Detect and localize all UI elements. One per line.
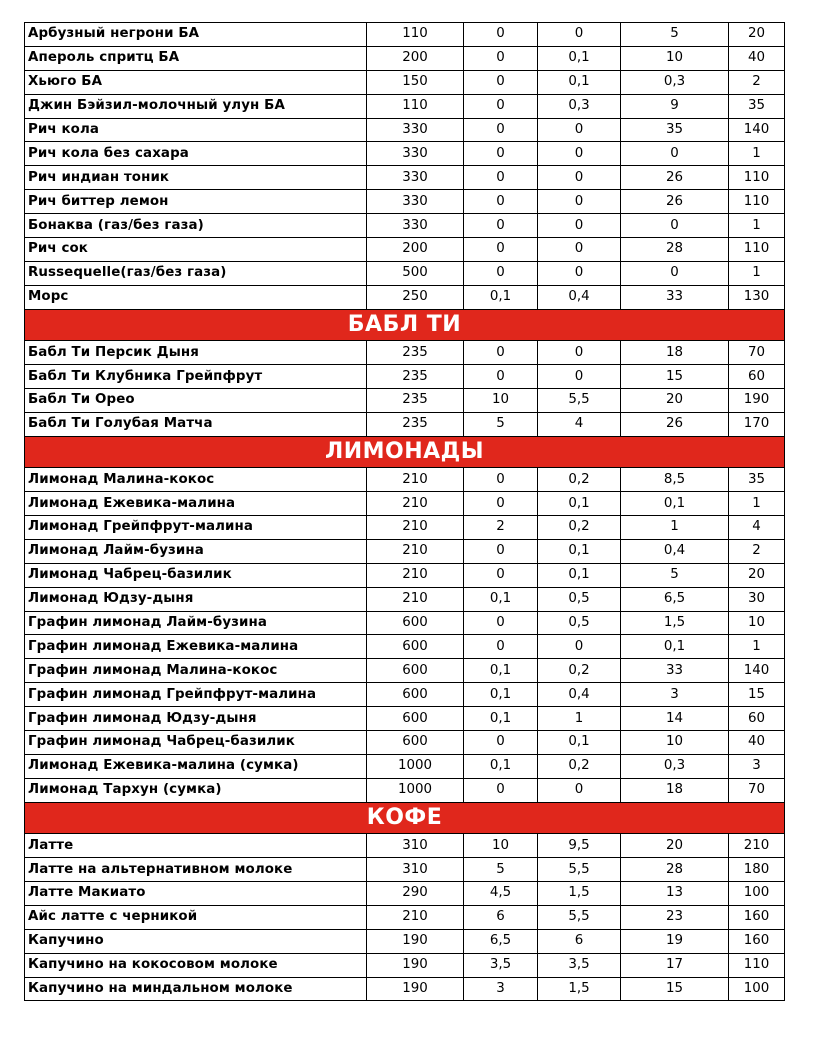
item-name: Лимонад Чабрец-базилик [25,563,367,587]
value-cell: 330 [367,190,464,214]
value-cell: 110 [367,94,464,118]
value-cell: 210 [367,516,464,540]
table-row [25,94,785,118]
item-name: Графин лимонад Грейпфрут-малина [25,683,367,707]
value-cell: 0 [464,468,538,492]
item-name: Латте на альтернативном молоке [25,858,367,882]
value-cell: 0 [464,94,538,118]
table-row [25,834,785,858]
value-cell: 0 [464,46,538,70]
table-row [25,587,785,611]
value-cell: 23 [621,905,729,929]
value-cell: 10 [464,388,538,412]
value-cell: 0 [538,261,621,285]
value-cell: 0 [464,778,538,802]
section-header [25,436,785,468]
value-cell: 190 [367,977,464,1001]
table-row [25,46,785,70]
value-cell: 160 [729,905,785,929]
item-name: Айс латте с черникой [25,905,367,929]
table-row [25,118,785,142]
value-cell: 0,1 [538,70,621,94]
value-cell: 190 [367,953,464,977]
value-cell: 1,5 [538,977,621,1001]
value-cell: 40 [729,731,785,755]
value-cell: 250 [367,285,464,309]
item-name: Лимонад Лайм-бузина [25,539,367,563]
value-cell: 170 [729,412,785,436]
table-body [25,23,785,1001]
value-cell: 15 [621,977,729,1001]
value-cell: 70 [729,778,785,802]
item-name: Лимонад Ежевика-малина [25,492,367,516]
value-cell: 0,1 [621,492,729,516]
value-cell: 0 [538,341,621,365]
value-cell: 0,1 [538,539,621,563]
value-cell: 5,5 [538,388,621,412]
value-cell: 0,2 [538,516,621,540]
table-row [25,261,785,285]
value-cell: 0,1 [464,754,538,778]
value-cell: 1,5 [621,611,729,635]
table-row [25,492,785,516]
value-cell: 18 [621,341,729,365]
value-cell: 3 [729,754,785,778]
value-cell: 28 [621,858,729,882]
value-cell: 5,5 [538,905,621,929]
value-cell: 0,4 [538,285,621,309]
value-cell: 0,1 [621,635,729,659]
value-cell: 600 [367,635,464,659]
item-name: Рич биттер лемон [25,190,367,214]
value-cell: 5,5 [538,858,621,882]
value-cell: 35 [729,468,785,492]
item-name: Джин Бэйзил-молочный улун БА [25,94,367,118]
value-cell: 1 [729,214,785,238]
table-row [25,683,785,707]
value-cell: 18 [621,778,729,802]
value-cell: 0 [538,23,621,47]
value-cell: 1 [621,516,729,540]
value-cell: 1 [729,142,785,166]
item-name: Апероль спритц БА [25,46,367,70]
value-cell: 210 [367,468,464,492]
value-cell: 1000 [367,754,464,778]
item-name: Лимонад Юдзу-дыня [25,587,367,611]
value-cell: 235 [367,365,464,389]
nutrition-table [24,22,785,1001]
item-name: Графин лимонад Юдзу-дыня [25,707,367,731]
value-cell: 235 [367,388,464,412]
item-name: Латте Макиато [25,882,367,906]
value-cell: 9,5 [538,834,621,858]
value-cell: 0 [464,142,538,166]
value-cell: 0 [621,214,729,238]
table-row [25,238,785,262]
value-cell: 17 [621,953,729,977]
value-cell: 0,1 [538,731,621,755]
item-name: Лимонад Ежевика-малина (сумка) [25,754,367,778]
value-cell: 0,3 [621,754,729,778]
value-cell: 0 [464,492,538,516]
item-name: Графин лимонад Малина-кокос [25,659,367,683]
value-cell: 3 [621,683,729,707]
value-cell: 2 [729,539,785,563]
item-name: Лимонад Грейпфрут-малина [25,516,367,540]
value-cell: 0 [538,365,621,389]
value-cell: 0 [538,635,621,659]
value-cell: 140 [729,659,785,683]
value-cell: 600 [367,683,464,707]
value-cell: 0,1 [464,285,538,309]
value-cell: 110 [729,190,785,214]
item-name: Бонаква (газ/без газа) [25,214,367,238]
item-name: Бабл Ти Клубника Грейпфрут [25,365,367,389]
table-row [25,214,785,238]
value-cell: 110 [729,166,785,190]
value-cell: 0,1 [464,707,538,731]
value-cell: 28 [621,238,729,262]
item-name: Бабл Ти Персик Дыня [25,341,367,365]
value-cell: 0 [538,190,621,214]
value-cell: 0 [464,214,538,238]
value-cell: 30 [729,587,785,611]
value-cell: 0 [464,118,538,142]
value-cell: 9 [621,94,729,118]
section-header [25,309,785,341]
value-cell: 0 [464,635,538,659]
value-cell: 0 [538,214,621,238]
value-cell: 0,2 [538,659,621,683]
item-name: Хьюго БА [25,70,367,94]
section-title: КОФЕ [25,802,785,834]
value-cell: 0 [464,23,538,47]
value-cell: 500 [367,261,464,285]
value-cell: 3,5 [538,953,621,977]
value-cell: 330 [367,142,464,166]
value-cell: 235 [367,341,464,365]
value-cell: 4 [538,412,621,436]
value-cell: 1 [538,707,621,731]
value-cell: 20 [729,563,785,587]
value-cell: 4 [729,516,785,540]
value-cell: 13 [621,882,729,906]
value-cell: 130 [729,285,785,309]
value-cell: 110 [367,23,464,47]
value-cell: 0,2 [538,754,621,778]
table-row [25,468,785,492]
value-cell: 200 [367,238,464,262]
item-name: Рич сок [25,238,367,262]
value-cell: 0 [538,238,621,262]
value-cell: 0 [464,341,538,365]
item-name: Графин лимонад Чабрец-базилик [25,731,367,755]
value-cell: 10 [464,834,538,858]
item-name: Латте [25,834,367,858]
value-cell: 0 [464,563,538,587]
table-row [25,611,785,635]
item-name: Бабл Ти Орео [25,388,367,412]
table-row [25,365,785,389]
value-cell: 20 [621,388,729,412]
item-name: Графин лимонад Лайм-бузина [25,611,367,635]
value-cell: 5 [464,858,538,882]
table-row [25,70,785,94]
value-cell: 0,1 [538,46,621,70]
value-cell: 14 [621,707,729,731]
table-row [25,953,785,977]
value-cell: 1000 [367,778,464,802]
value-cell: 20 [729,23,785,47]
value-cell: 2 [729,70,785,94]
table-row [25,285,785,309]
value-cell: 0 [464,539,538,563]
item-name: Рич кола [25,118,367,142]
table-row [25,754,785,778]
table-row [25,977,785,1001]
nutrition-sheet [24,22,784,1001]
value-cell: 2 [464,516,538,540]
value-cell: 35 [729,94,785,118]
value-cell: 140 [729,118,785,142]
value-cell: 210 [367,587,464,611]
item-name: Графин лимонад Ежевика-малина [25,635,367,659]
table-row [25,707,785,731]
value-cell: 26 [621,190,729,214]
value-cell: 6,5 [621,587,729,611]
value-cell: 600 [367,611,464,635]
value-cell: 210 [367,492,464,516]
value-cell: 0,1 [538,492,621,516]
item-name: Капучино на миндальном молоке [25,977,367,1001]
table-row [25,388,785,412]
table-row [25,341,785,365]
value-cell: 0 [464,238,538,262]
value-cell: 10 [621,731,729,755]
value-cell: 0 [464,166,538,190]
section-header [25,802,785,834]
item-name: Рич индиан тоник [25,166,367,190]
value-cell: 20 [621,834,729,858]
value-cell: 190 [367,929,464,953]
value-cell: 100 [729,882,785,906]
value-cell: 0,5 [538,587,621,611]
table-row [25,635,785,659]
table-row [25,539,785,563]
value-cell: 15 [729,683,785,707]
value-cell: 0,4 [621,539,729,563]
table-row [25,23,785,47]
value-cell: 290 [367,882,464,906]
value-cell: 3 [464,977,538,1001]
item-name: Морс [25,285,367,309]
value-cell: 600 [367,731,464,755]
value-cell: 0,2 [538,468,621,492]
value-cell: 1 [729,635,785,659]
value-cell: 26 [621,166,729,190]
value-cell: 40 [729,46,785,70]
value-cell: 235 [367,412,464,436]
value-cell: 5 [464,412,538,436]
value-cell: 180 [729,858,785,882]
value-cell: 60 [729,707,785,731]
value-cell: 0 [621,142,729,166]
table-row [25,516,785,540]
value-cell: 0,3 [621,70,729,94]
value-cell: 0,1 [464,659,538,683]
value-cell: 0,4 [538,683,621,707]
value-cell: 10 [621,46,729,70]
value-cell: 190 [729,388,785,412]
value-cell: 210 [367,563,464,587]
value-cell: 310 [367,834,464,858]
item-name: Лимонад Тархун (сумка) [25,778,367,802]
value-cell: 600 [367,707,464,731]
item-name: Капучино [25,929,367,953]
item-name: Рич кола без сахара [25,142,367,166]
value-cell: 1,5 [538,882,621,906]
value-cell: 1 [729,492,785,516]
value-cell: 0 [464,731,538,755]
table-row [25,929,785,953]
table-row [25,858,785,882]
value-cell: 15 [621,365,729,389]
value-cell: 0,3 [538,94,621,118]
value-cell: 60 [729,365,785,389]
value-cell: 210 [729,834,785,858]
value-cell: 0 [538,166,621,190]
value-cell: 10 [729,611,785,635]
table-row [25,905,785,929]
value-cell: 330 [367,118,464,142]
value-cell: 4,5 [464,882,538,906]
value-cell: 0,1 [538,563,621,587]
value-cell: 0 [538,118,621,142]
value-cell: 330 [367,166,464,190]
item-name: Лимонад Малина-кокос [25,468,367,492]
value-cell: 35 [621,118,729,142]
value-cell: 8,5 [621,468,729,492]
value-cell: 0 [538,142,621,166]
value-cell: 19 [621,929,729,953]
value-cell: 0,5 [538,611,621,635]
value-cell: 150 [367,70,464,94]
table-row [25,659,785,683]
value-cell: 310 [367,858,464,882]
item-name: Бабл Ти Голубая Матча [25,412,367,436]
value-cell: 33 [621,285,729,309]
value-cell: 0 [621,261,729,285]
item-name: Russequelle(газ/без газа) [25,261,367,285]
value-cell: 6 [538,929,621,953]
table-row [25,778,785,802]
value-cell: 210 [367,539,464,563]
table-row [25,563,785,587]
value-cell: 0,1 [464,587,538,611]
value-cell: 0 [464,190,538,214]
value-cell: 6 [464,905,538,929]
value-cell: 70 [729,341,785,365]
value-cell: 1 [729,261,785,285]
value-cell: 0 [538,778,621,802]
value-cell: 33 [621,659,729,683]
value-cell: 330 [367,214,464,238]
section-title: ЛИМОНАДЫ [25,436,785,468]
value-cell: 110 [729,953,785,977]
value-cell: 0 [464,70,538,94]
value-cell: 6,5 [464,929,538,953]
value-cell: 0 [464,611,538,635]
value-cell: 0,1 [464,683,538,707]
table-row [25,882,785,906]
value-cell: 3,5 [464,953,538,977]
value-cell: 5 [621,563,729,587]
value-cell: 160 [729,929,785,953]
table-row [25,142,785,166]
table-row [25,731,785,755]
section-title: БАБЛ ТИ [25,309,785,341]
value-cell: 210 [367,905,464,929]
value-cell: 0 [464,365,538,389]
item-name: Арбузный негрони БА [25,23,367,47]
value-cell: 200 [367,46,464,70]
value-cell: 600 [367,659,464,683]
value-cell: 110 [729,238,785,262]
table-row [25,190,785,214]
value-cell: 26 [621,412,729,436]
value-cell: 100 [729,977,785,1001]
item-name: Капучино на кокосовом молоке [25,953,367,977]
value-cell: 5 [621,23,729,47]
table-row [25,166,785,190]
value-cell: 0 [464,261,538,285]
table-row [25,412,785,436]
